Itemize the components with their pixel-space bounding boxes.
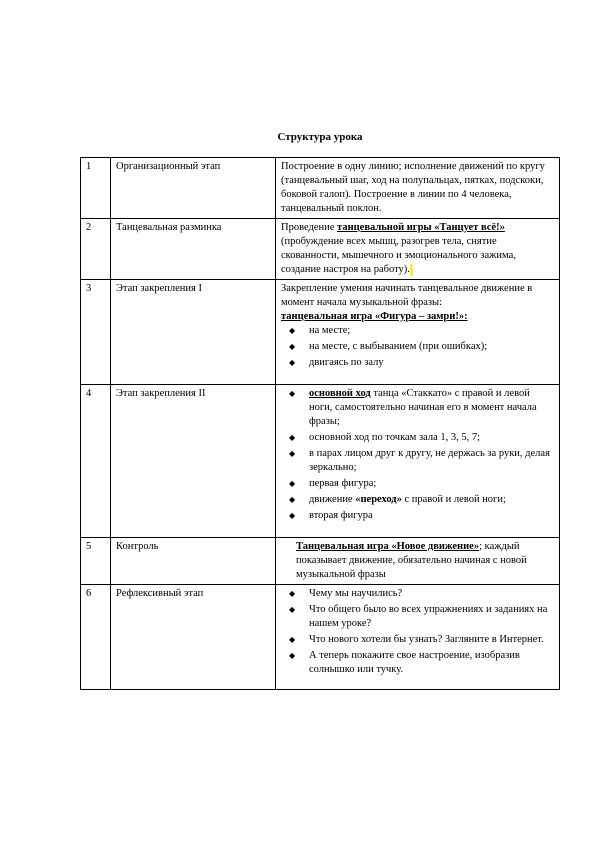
- lesson-structure-table: [80, 157, 560, 690]
- stage-name: Контроль: [111, 538, 276, 585]
- bullet-icon: ◆: [289, 605, 296, 614]
- list-item: ◆ Чему мы научились?: [289, 588, 403, 599]
- bullet-list: [281, 587, 555, 677]
- list-item: ◆ на месте;: [289, 325, 351, 336]
- stage-content: [276, 585, 560, 690]
- row-number: 4: [81, 385, 111, 538]
- bullet-icon: ◆: [289, 651, 296, 660]
- row-number: 5: [81, 538, 111, 585]
- list-item: ◆ Что нового хотели бы узнать? Загляните в Интернет.: [289, 634, 544, 645]
- list-item: ◆ вторая фигура: [289, 510, 373, 521]
- list-item: ◆ основной ход танца «Стаккато» с правой и левой ноги, самостоятельно начиная его в момент начала фразы;: [289, 388, 537, 427]
- list-item: ◆ основной ход по точкам зала 1, 3, 5, 7;: [289, 432, 481, 443]
- bullet-icon: ◆: [289, 433, 296, 442]
- bullet-list: [281, 324, 555, 370]
- bullet-icon: ◆: [289, 495, 296, 504]
- table-row: [81, 219, 560, 280]
- stage-content: [276, 280, 560, 385]
- bullet-list: [281, 387, 555, 523]
- content-rest: ; каждый показывает движение, обязательно начиная с новой музыкальной фразы: [296, 541, 527, 580]
- stage-name: Этап закрепления I: [111, 280, 276, 385]
- stage-name: Организационный этап: [111, 158, 276, 219]
- list-item: ◆ первая фигура;: [289, 478, 377, 489]
- bullet-icon: ◆: [289, 479, 296, 488]
- list-item: ◆ на месте, с выбыванием (при ошибках);: [289, 341, 488, 352]
- stage-content: [276, 385, 560, 538]
- bullet-icon: ◆: [289, 589, 296, 598]
- bullet-icon: ◆: [289, 449, 296, 458]
- table-row: [81, 585, 560, 690]
- stage-name: Танцевальная разминка: [111, 219, 276, 280]
- bullet-icon: ◆: [289, 511, 296, 520]
- page-title: Структура урока: [277, 131, 363, 143]
- bullet-icon: ◆: [289, 342, 296, 351]
- bullet-icon: ◆: [289, 326, 296, 335]
- list-item: ◆ в парах лицом друг к другу, не держась за руки, делая зеркально;: [289, 448, 550, 473]
- row-number: 2: [81, 219, 111, 280]
- content-intro: Закрепление умения начинать танцевальное движение в момент начала музыкальной фразы:: [281, 283, 533, 308]
- bullet-icon: ◆: [289, 635, 296, 644]
- game-title: танцевальная игра «Фигура – замри!»:: [281, 311, 468, 322]
- table-row: [81, 385, 560, 538]
- list-item: ◆ движение «переход» с правой и левой ноги;: [289, 494, 506, 505]
- table-row: [81, 538, 560, 585]
- list-item: ◆ двигаясь по залу: [289, 357, 384, 368]
- highlight-mark: [410, 264, 413, 276]
- content-lead: Проведение: [281, 222, 338, 233]
- content-rest: (пробуждение всех мышц, разогрев тела, снятие скованности, мышечного и эмоционального зажима, создание настроя на работу).: [281, 236, 516, 275]
- row-number: 1: [81, 158, 111, 219]
- game-title: танцевальной игры «Танцует всё!»: [337, 222, 505, 233]
- list-item: ◆ А теперь покажите свое настроение, изобразив солнышко или тучку.: [289, 650, 520, 675]
- bullet-icon: ◆: [289, 389, 296, 398]
- table-row: [81, 280, 560, 385]
- list-item: ◆ Что общего было во всех упражнениях и заданиях на нашем уроке?: [289, 604, 548, 629]
- stage-name: Рефлексивный этап: [111, 585, 276, 690]
- table-row: [81, 158, 560, 219]
- bullet-icon: ◆: [289, 358, 296, 367]
- stage-name: Этап закрепления II: [111, 385, 276, 538]
- stage-content: [276, 219, 560, 280]
- row-number: 3: [81, 280, 111, 385]
- game-title: Танцевальная игра «Новое движение»: [296, 541, 480, 552]
- stage-content: [276, 538, 560, 585]
- stage-content: Построение в одну линию; исполнение движений по кругу (танцевальный шаг, ход на полупальцах, пятках, подскоки, боковой галоп). Построение в линии по 4 человека, танцевальный поклон.: [276, 158, 560, 219]
- row-number: 6: [81, 585, 111, 690]
